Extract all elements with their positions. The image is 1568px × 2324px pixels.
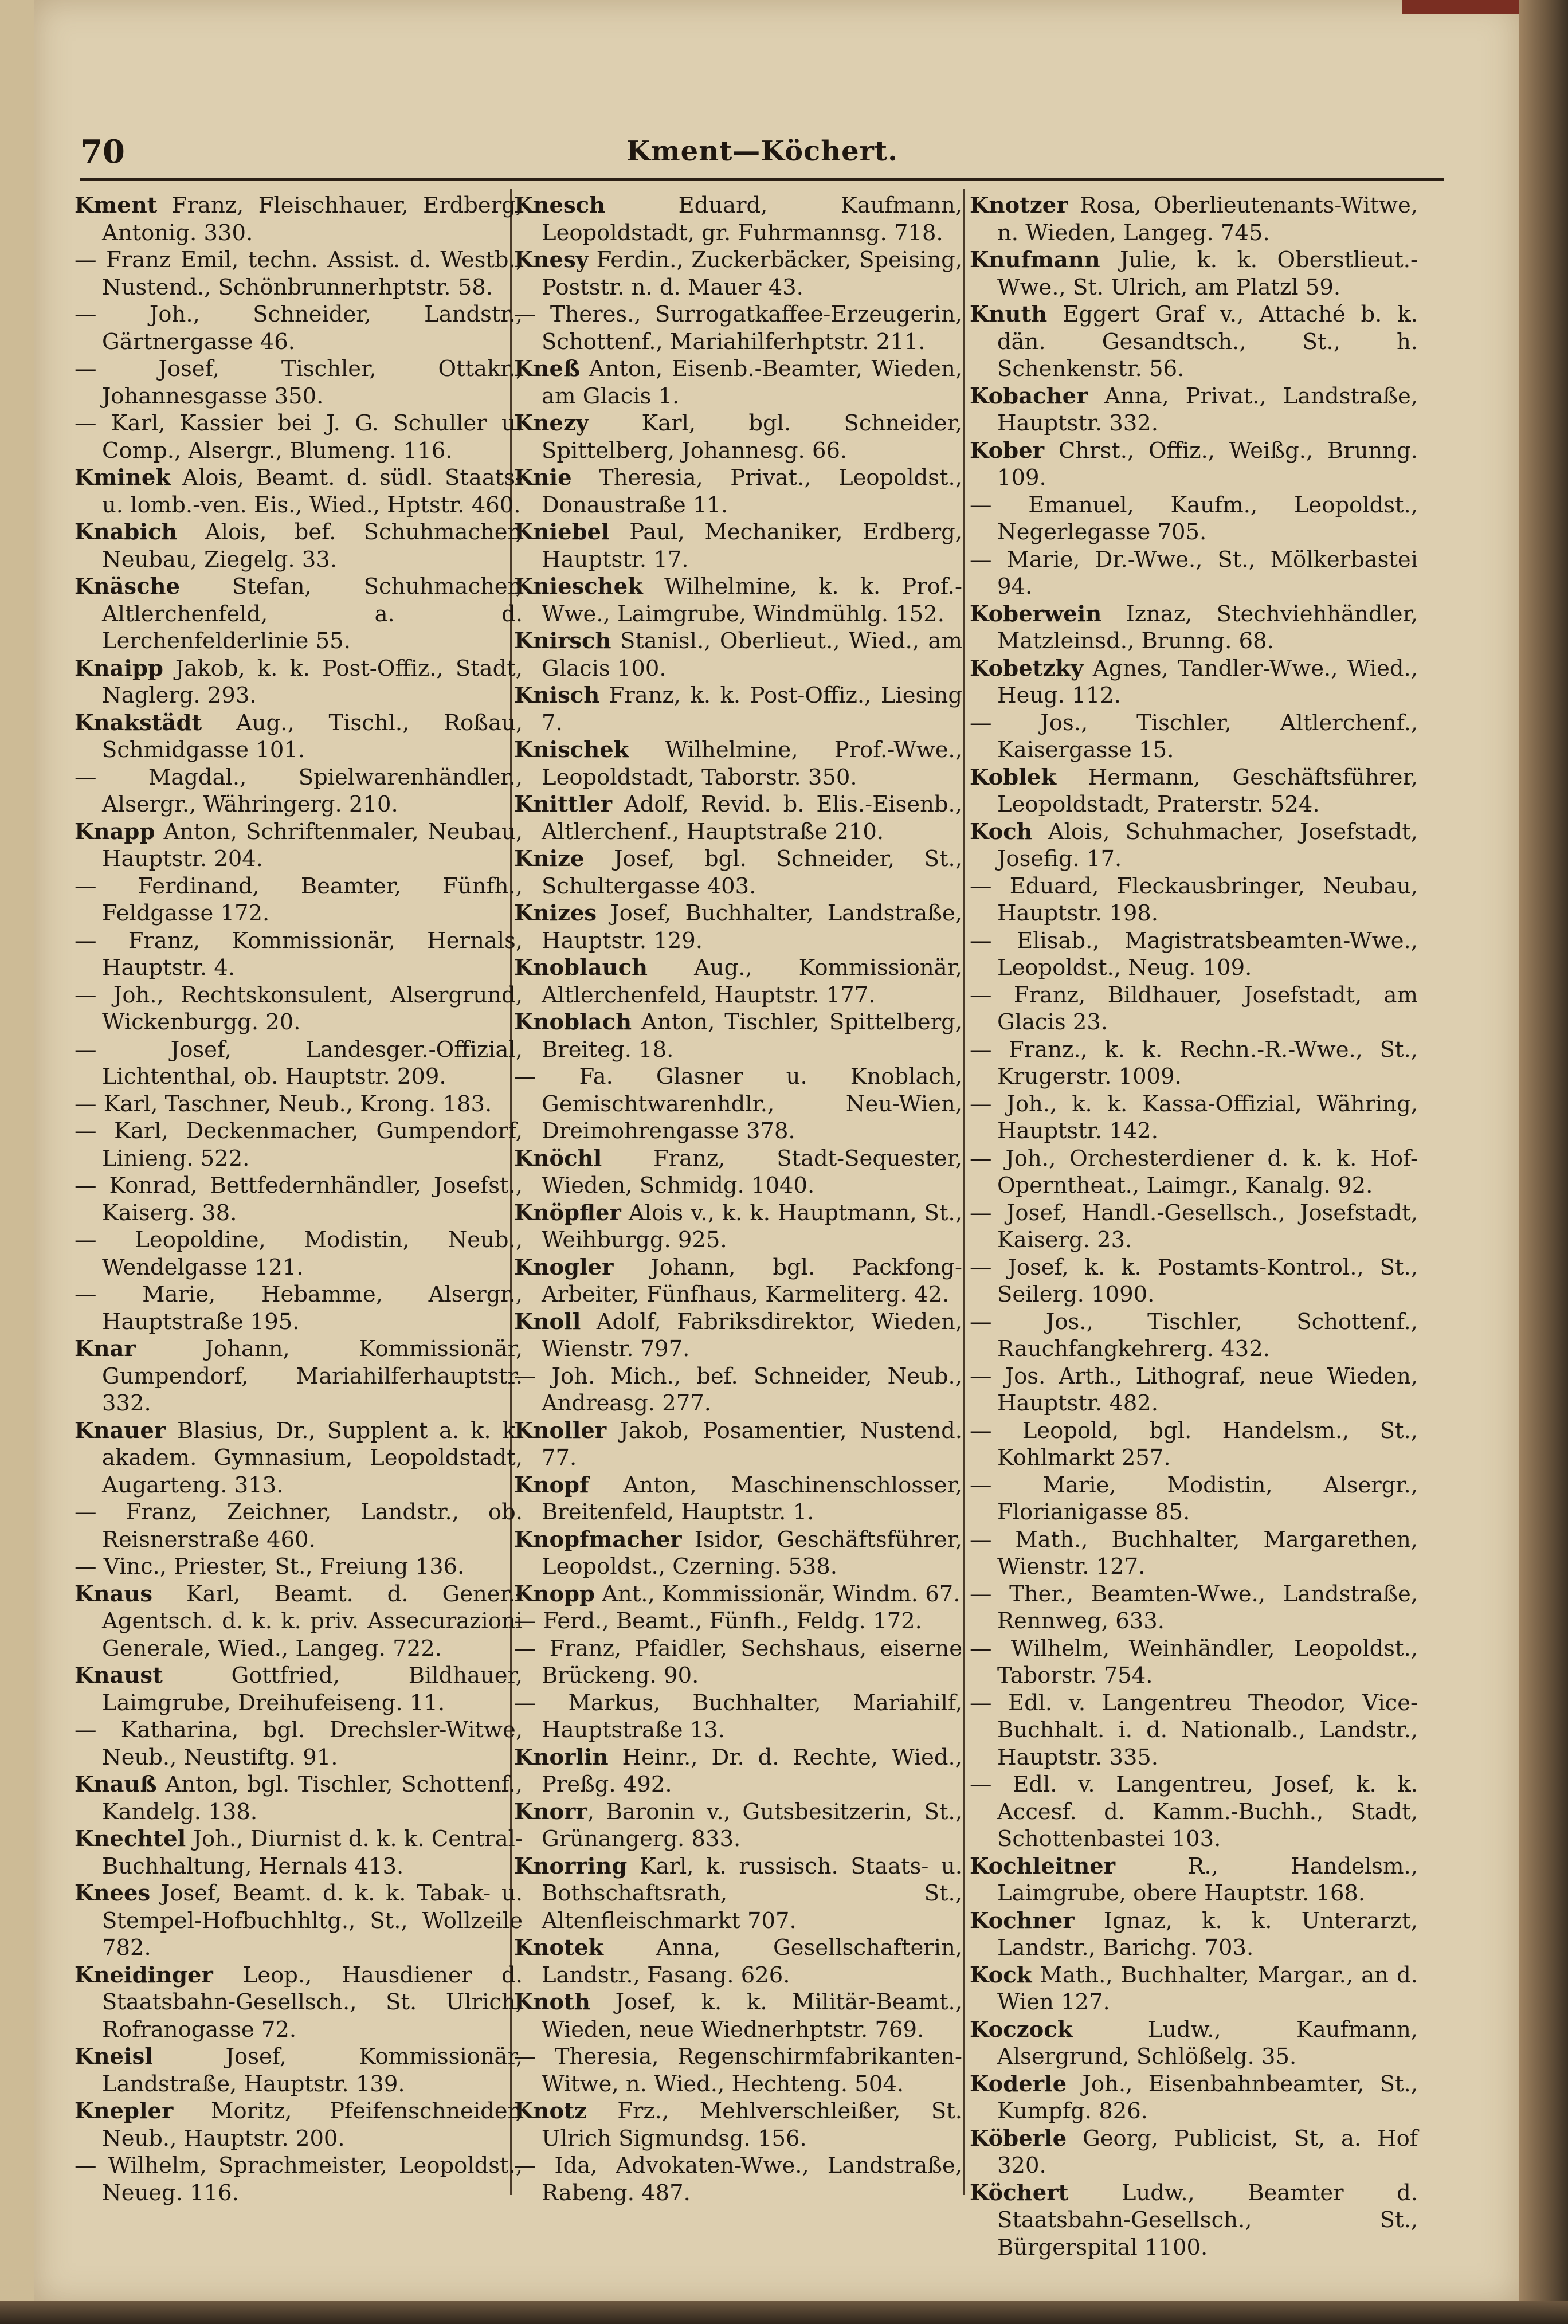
directory-entry [514,682,962,736]
directory-entry [75,1880,523,1962]
entry-surname: Knize [514,846,585,872]
book-spine-edge [1519,0,1568,2324]
directory-entry [970,1200,1418,1254]
entry-surname: Knechtel [75,1826,186,1852]
directory-entry [75,410,523,464]
entry-details: — Marie, Modistin, Alsergr., Florianigasse 85. [970,1472,1418,1525]
directory-entry [75,1662,523,1716]
entry-surname: Köchert [970,2180,1069,2206]
entry-surname: Knezy [514,410,589,436]
entry-surname: Knorring [514,1853,628,1879]
entry-surname: Knirsch [514,628,611,654]
directory-entry [970,192,1418,246]
entry-details: Gottfried, Bildhauer, Laimgrube, Dreihufeiseng. 11. [102,1663,523,1716]
directory-entry [970,1363,1418,1417]
entry-details: — Theresia, Regenschirmfabrikanten-Witwe, n. Wied., Hechteng. 504. [514,2044,962,2097]
entry-details: Stefan, Schuhmacher, Altlerchenfeld, a. d. Lerchenfelderlinie 55. [102,574,523,654]
entry-surname: Knopf [514,1472,589,1498]
running-head: Kment—Köchert. [626,135,898,167]
entry-details: Anton, Tischler, Spittelberg, Breiteg. 18. [542,1009,962,1063]
directory-entry [970,818,1418,873]
directory-entry [970,2180,1418,2262]
directory-entry [970,2125,1418,2180]
entry-details: Math., Buchhalter, Margar., an d. Wien 127. [997,1962,1418,2015]
entry-surname: Knabich [75,519,178,545]
directory-entry [970,1036,1418,1091]
entry-details: Anton, Eisenb.-Beamter, Wieden, am Glacis 1. [542,356,962,409]
directory-entry [75,1825,523,1880]
entry-details: — Jos., Tischler, Altlerchenf., Kaisergasse 15. [970,710,1418,763]
entry-surname: Koberwein [970,601,1102,627]
entry-details: Wilhelmine, Prof.-Wwe., Leopoldstadt, Taborstr. 350. [542,737,962,790]
entry-details: — Josef, Handl.-Gesellsch., Josefstadt, Kaiserg. 23. [970,1200,1418,1253]
directory-entry [75,1417,523,1499]
entry-details: — Markus, Buchhalter, Mariahilf, Hauptstraße 13. [514,1690,962,1743]
entry-surname: Knesch [514,193,606,218]
directory-entry [514,791,962,845]
entry-details: Julie, k. k. Oberstlieut.-Wwe., St. Ulrich, am Platzl 59. [997,247,1418,300]
column-divider [963,189,965,2195]
directory-entry [514,845,962,900]
entry-surname: Knapp [75,818,155,845]
entry-details: — Math., Buchhalter, Margarethen, Wienstr. 127. [970,1526,1418,1580]
entry-details: Hermann, Geschäftsführer, Leopoldstadt, Praterstr. 524. [997,764,1418,817]
directory-entry [514,954,962,1009]
entry-details: R., Handelsm., Laimgrube, obere Hauptstr. 168. [997,1853,1418,1906]
directory-entry [970,1308,1418,1363]
entry-details: Alois, Schuhmacher, Josefstadt, Josefig. 17. [997,818,1418,872]
entry-surname: Kober [970,437,1044,464]
entry-details: — Karl, Taschner, Neub., Krong. 183. [75,1091,492,1117]
entry-surname: Kniebel [514,519,610,545]
entry-surname: Knaipp [75,655,163,681]
column-1 [75,192,523,2207]
entry-details: — Wilhelm, Sprachmeister, Leopoldst., Neueg. 116. [75,2153,523,2206]
directory-entry [514,410,962,464]
entry-surname: Kobacher [970,383,1088,409]
entry-details: Josef, bgl. Schneider, St., Schultergasse 403. [542,846,962,899]
entry-details: — Edl. v. Langentreu, Josef, k. k. Accesf. d. Kamm.-Buchh., Stadt, Schottenbastei 103. [970,1772,1418,1852]
directory-entry [514,1635,962,1690]
entry-surname: Kochleitner [970,1853,1116,1879]
entry-details: — Ferdinand, Beamter, Fünfh., Feldgasse 172. [75,873,523,926]
directory-entry [514,900,962,954]
entry-surname: Knoth [514,1989,590,2015]
directory-entry [970,546,1418,601]
directory-entry [970,1771,1418,1853]
directory-entry [75,1118,523,1172]
entry-details: Anton, bgl. Tischler, Schottenf., Kandelg. 138. [102,1772,523,1825]
entry-surname: Koczock [970,2016,1073,2043]
entry-surname: Kobetzky [970,655,1084,681]
directory-entry [514,2152,962,2207]
entry-details: Leop., Hausdiener d. Staatsbahn-Gesellsch., St. Ulrich, Rofranogasse 72. [102,1962,523,2043]
entry-details: Joh., Eisenbahnbeamter, St., Kumpfg. 826. [997,2071,1418,2124]
entry-details: Isidor, Geschäftsführer, Leopoldst., Czerning. 538. [542,1526,962,1580]
bookmark-ribbon [1402,0,1534,14]
entry-details: Wilhelmine, k. k. Prof.-Wwe., Laimgrube, Windmühlg. 152. [542,574,962,627]
entry-surname: Kneß [514,356,581,382]
entry-details: Georg, Publicist, St, a. Hof 320. [997,2125,1418,2178]
directory-entry [970,1417,1418,1472]
entry-details: — Edl. v. Langentreu Theodor, Vice-Buchhalt. i. d. Nationalb., Landstr., Hauptstr. 335. [970,1690,1418,1770]
entry-surname: Knaus [75,1581,153,1607]
directory-entry [75,818,523,873]
entry-surname: Knoblach [514,1009,632,1035]
entry-details: Ludw., Beamter d. Staatsbahn-Gesellsch., St., Bürgerspital 1100. [997,2180,1418,2260]
entry-details: — Konrad, Bettfedernhändler, Josefst., Kaiserg. 38. [75,1173,523,1226]
directory-entry [514,1934,962,1989]
entry-surname: Knittler [514,791,613,817]
directory-entry [75,710,523,764]
directory-entry [514,2098,962,2152]
entry-surname: Knoller [514,1417,607,1444]
entry-surname: Knizes [514,900,597,926]
directory-entry [75,1962,523,2044]
directory-entry [75,301,523,355]
entry-details: Eggert Graf v., Attaché b. k. dän. Gesandtsch., St., h. Schenkenstr. 56. [997,301,1418,382]
entry-details: — Franz., k. k. Rechn.-R.-Wwe., St., Krugerstr. 1009. [970,1036,1418,1090]
entry-surname: Knees [75,1880,151,1906]
entry-details: — Theres., Surrogatkaffee-Erzeugerin, Schottenf., Mariahilferhptstr. 211. [514,301,962,355]
entry-details: Adolf, Revid. b. Elis.-Eisenb., Altlerchenf., Hauptstraße 210. [542,791,962,845]
directory-entry [75,192,523,246]
directory-entry [970,1853,1418,1907]
entry-details: — Elisab., Magistratsbeamten-Wwe., Leopoldst., Neug. 109. [970,927,1418,981]
entry-surname: Knufmann [970,247,1100,273]
entry-surname: Knuth [970,301,1048,327]
directory-entry [970,1690,1418,1772]
entry-details: Alois, Beamt. d. südl. Staats- u. lomb.-ven. Eis., Wied., Hptstr. 460. [102,465,523,518]
directory-entry [75,927,523,982]
entry-surname: Kneidinger [75,1962,213,1988]
entry-surname: Knauer [75,1417,166,1444]
entry-details: Blasius, Dr., Supplent a. k. k. akadem. Gymnasium, Leopoldstadt, Augarteng. 313. [102,1417,523,1498]
directory-entry [514,1581,962,1608]
entry-surname: Koch [970,818,1033,845]
entry-surname: Kminek [75,465,171,491]
page-number: 70 [80,133,125,171]
directory-entry [970,1526,1418,1581]
entry-details: Franz, Stadt-Sequester, Wieden, Schmidg. 1040. [542,1145,962,1198]
directory-entry [75,1281,523,1335]
entry-details: Franz, Fleischhauer, Erdberg, Antonig. 330. [102,193,523,246]
directory-entry [75,1716,523,1771]
entry-details: , Baronin v., Gutsbesitzerin, St., Grünangerg. 833. [542,1798,962,1852]
entry-details: Ant., Kommissionär, Windm. 67. [594,1581,961,1607]
entry-surname: Knäsche [75,574,181,599]
directory-entry [970,383,1418,437]
entry-surname: Knesy [514,247,589,273]
entry-details: — Magdal., Spielwarenhändler., Alsergr., Währingerg. 210. [75,764,523,817]
directory-entry [75,1226,523,1281]
directory-entry [970,1581,1418,1635]
entry-details: — Franz Emil, techn. Assist. d. Westb., Nustend., Schönbrunnerhptstr. 58. [75,247,523,300]
directory-entry [970,437,1418,492]
entry-details: — Franz, Pfaidler, Sechshaus, eiserne Brückeng. 90. [514,1635,962,1688]
directory-entry [514,1690,962,1744]
entry-details: — Franz, Kommissionär, Hernals, Hauptstr. 4. [75,927,523,981]
entry-surname: Knotz [514,2098,587,2124]
entry-details: Adolf, Fabriksdirektor, Wieden, Wienstr. 797. [542,1308,962,1362]
entry-surname: Knoblauch [514,955,648,981]
directory-entry [514,628,962,682]
directory-entry [970,655,1418,710]
entry-surname: Kneisl [75,2044,153,2070]
entry-surname: Knotzer [970,193,1068,218]
entry-details: Agnes, Tandler-Wwe., Wied., Heug. 112. [997,655,1418,708]
column-2 [514,192,962,2207]
entry-details: Karl, k. russisch. Staats- u. Bothschaftsrath, St., Altenfleischmarkt 707. [542,1853,962,1934]
entry-details: — Leopold, bgl. Handelsm., St., Kohlmarkt 257. [970,1417,1418,1471]
page-bottom-edge [0,2301,1568,2324]
directory-entry [514,1308,962,1363]
directory-entry [75,1091,523,1118]
entry-details: — Vinc., Priester, St., Freiung 136. [75,1554,465,1580]
entry-details: — Wilhelm, Weinhändler, Leopoldst., Taborstr. 754. [970,1635,1418,1688]
entry-details: Paul, Mechaniker, Erdberg, Hauptstr. 17. [542,519,962,573]
directory-entry [970,927,1418,982]
entry-surname: Knar [75,1336,136,1362]
entry-details: — Jos., Tischler, Schottenf., Rauchfangkehrerg. 432. [970,1308,1418,1362]
directory-entry [75,519,523,573]
directory-entry [514,573,962,628]
directory-entry [970,1472,1418,1526]
entry-surname: Kment [75,193,158,218]
directory-entry [75,655,523,710]
directory-entry [75,2043,523,2098]
directory-entry [514,355,962,410]
entry-details: — Marie, Hebamme, Alsergr., Hauptstraße 195. [75,1281,523,1335]
directory-entry [970,764,1418,818]
entry-details: Alois, bef. Schuhmacher, Neubau, Ziegelg. 33. [102,519,523,573]
directory-entry [514,1798,962,1853]
entry-details: Frz., Mehlverschleißer, St. Ulrich Sigmundsg. 156. [542,2098,962,2151]
directory-entry [514,301,962,355]
entry-details: Rosa, Oberlieutenants-Witwe, n. Wieden, Langeg. 745. [997,193,1418,246]
entry-details: Josef, Buchhalter, Landstraße, Hauptstr. 129. [542,900,962,954]
entry-details: Josef, Beamt. d. k. k. Tabak- u. Stempel-Hofbuchhltg., St., Wollzeile 782. [102,1880,523,1961]
entry-details: — Franz, Bildhauer, Josefstadt, am Glacis 23. [970,982,1418,1035]
directory-entry [75,246,523,301]
entry-details: Johann, bgl. Packfong-Arbeiter, Fünfhaus, Karmeliterg. 42. [542,1254,962,1307]
directory-entry [514,1009,962,1063]
entry-surname: Knöchl [514,1145,602,1171]
entry-details: Ludw., Kaufmann, Alsergrund, Schlößelg. 35. [997,2016,1418,2070]
directory-entry [514,1526,962,1581]
entry-details: — Ther., Beamten-Wwe., Landstraße, Rennweg, 633. [970,1581,1418,1634]
entry-surname: Knepler [75,2098,174,2124]
directory-entry [75,355,523,410]
directory-entry [970,601,1418,655]
directory-entry [514,1989,962,2043]
entry-surname: Kochner [970,1907,1075,1934]
entry-details: Heinr., Dr. d. Rechte, Wied., Preßg. 492. [542,1744,962,1797]
entry-details: Anton, Maschinenschlosser, Breitenfeld, Hauptstr. 1. [542,1472,962,1525]
entry-details: — Karl, Kassier bei J. G. Schuller u. Comp., Alsergr., Blumeng. 116. [75,410,523,464]
entry-details: — Joh., Rechtskonsulent, Alsergrund, Wickenburgg. 20. [75,982,523,1035]
directory-entry [75,573,523,655]
directory-entry [970,2016,1418,2071]
entry-surname: Knie [514,465,572,491]
entry-details: Eduard, Kaufmann, Leopoldstadt, gr. Fuhrmannsg. 718. [542,193,962,246]
directory-entry [970,492,1418,546]
entry-details: Jakob, Posamentier, Nustend. 77. [542,1417,962,1471]
entry-surname: Koblek [970,764,1057,790]
directory-entry [75,1335,523,1417]
directory-entry [970,1635,1418,1690]
entry-details: — Katharina, bgl. Drechsler-Witwe, Neub., Neustiftg. 91. [75,1717,523,1770]
entry-surname: Knauß [75,1772,157,1797]
directory-entry [514,1472,962,1526]
directory-entry [75,1771,523,1825]
entry-surname: Knorr [514,1798,587,1825]
directory-entry [514,1145,962,1200]
entry-details: Franz, k. k. Post-Offiz., Liesing 7. [542,683,962,736]
entry-surname: Koderle [970,2071,1067,2097]
entry-surname: Kock [970,1962,1032,1988]
entry-surname: Knopfmacher [514,1526,682,1553]
entry-surname: Knogler [514,1254,614,1280]
entry-details: — Leopoldine, Modistin, Neub., Wendelgasse 121. [75,1227,523,1280]
entry-details: — Karl, Deckenmacher, Gumpendorf, Linieng. 522. [75,1118,523,1171]
entry-details: Theresia, Privat., Leopoldst., Donaustraße 11. [542,465,962,518]
directory-entry [514,246,962,301]
directory-entry [75,1581,523,1663]
directory-entry [75,464,523,519]
directory-entry [970,1907,1418,1962]
directory-entry [970,1254,1418,1308]
directory-entry [514,1853,962,1935]
directory-entry [75,2098,523,2152]
directory-entry [75,1553,523,1581]
directory-entry [514,2043,962,2098]
entry-details: — Ferd., Beamt., Fünfh., Feldg. 172. [514,1608,922,1634]
entry-details: — Fa. Glasner u. Knoblach, Gemischtwarenhdlr., Neu-Wien, Dreimohrengasse 378. [514,1064,962,1144]
column-3 [970,192,1418,2261]
entry-details: Stanisl., Oberlieut., Wied., am Glacis 100. [542,628,962,681]
entry-details: — Josef, Tischler, Ottakr., Johannesgasse 350. [75,356,523,409]
entry-surname: Knisch [514,683,600,708]
directory-entry [970,873,1418,927]
directory-entry [75,873,523,927]
directory-entry [514,1417,962,1472]
entry-details: Joh., Diurnist d. k. k. Central-Buchhaltung, Hernals 413. [102,1826,523,1879]
entry-details: — Joh., Schneider, Landstr., Gärtnergasse 46. [75,301,523,355]
entry-details: Iznaz, Stechviehhändler, Matzleinsd., Brunng. 68. [997,601,1418,654]
directory-entry [75,1172,523,1226]
entry-details: — Marie, Dr.-Wwe., St., Mölkerbastei 94. [970,546,1418,599]
directory-entry [514,1363,962,1417]
directory-entry [970,1962,1418,2016]
entry-details: Ignaz, k. k. Unterarzt, Landstr., Barichg. 703. [997,1907,1418,1961]
directory-entry [970,1091,1418,1145]
entry-surname: Knieschek [514,574,643,599]
entry-details: — Ida, Advokaten-Wwe., Landstraße, Rabeng. 487. [514,2153,962,2206]
entry-details: Anton, Schriftenmaler, Neubau, Hauptstr. 204. [102,818,523,872]
directory-entry [75,764,523,818]
directory-entry [75,1499,523,1553]
entry-surname: Köberle [970,2125,1067,2151]
entry-surname: Knopp [514,1581,595,1607]
entry-details: — Joh., k. k. Kassa-Offizial, Währing, Hauptstr. 142. [970,1091,1418,1144]
directory-entry [514,464,962,519]
entry-surname: Knaust [75,1663,163,1688]
entry-details: — Joh. Mich., bef. Schneider, Neub., Andreasg. 277. [514,1363,962,1416]
directory-entry [970,2071,1418,2125]
directory-entry [514,1744,962,1798]
entry-details: Aug., Tischl., Roßau, Schmidgasse 101. [102,710,523,763]
directory-entry [75,1036,523,1091]
directory-entry [970,982,1418,1036]
directory-entry [514,1200,962,1254]
entry-details: — Franz, Zeichner, Landstr., ob. Reisnerstraße 460. [75,1499,523,1553]
entry-surname: Knotek [514,1935,604,1961]
directory-entry [514,1063,962,1145]
entry-details: Karl, bgl. Schneider, Spittelberg, Johannesg. 66. [542,410,962,464]
entry-details: — Joh., Orchesterdiener d. k. k. Hof-Operntheat., Laimgr., Kanalg. 92. [970,1145,1418,1198]
entry-details: Johann, Kommissionär, Gumpendorf, Mariahilferhauptstr. 332. [102,1336,523,1416]
entry-details: — Jos. Arth., Lithograf, neue Wieden, Hauptstr. 482. [970,1363,1418,1416]
directory-entry [970,246,1418,301]
directory-entry [514,736,962,791]
entry-details: Anna, Gesellschafterin, Landstr., Fasang. 626. [542,1935,962,1988]
directory-entry [970,301,1418,383]
header-rule [80,178,1444,181]
entry-surname: Knöpfler [514,1200,621,1226]
directory-entry [75,2152,523,2207]
directory-entry [514,1254,962,1308]
entry-surname: Knakstädt [75,710,202,736]
entry-details: — Josef, k. k. Postamts-Kontrol., St., Seilerg. 1090. [970,1254,1418,1307]
directory-entry [970,1145,1418,1200]
directory-entry [514,1608,962,1635]
entry-details: Aug., Kommissionär, Altlerchenfeld, Hauptstr. 177. [542,955,962,1008]
directory-entry [75,982,523,1036]
entry-details: Jakob, k. k. Post-Offiz., Stadt, Naglerg. 293. [102,655,523,708]
page-header [80,133,1444,177]
entry-details: Ferdin., Zuckerbäcker, Speising, Poststr. n. d. Mauer 43. [542,247,962,300]
entry-details: Anna, Privat., Landstraße, Hauptstr. 332. [997,383,1418,436]
entry-details: — Emanuel, Kaufm., Leopoldst., Negerlegasse 705. [970,492,1418,545]
entry-details: Chrst., Offiz., Weißg., Brunng. 109. [997,437,1418,491]
entry-surname: Knorlin [514,1744,609,1770]
directory-entry [514,192,962,246]
entry-surname: Knoll [514,1308,581,1335]
entry-details: Alois v., k. k. Hauptmann, St., Weihburgg. 925. [542,1200,962,1253]
entry-details: — Eduard, Fleckausbringer, Neubau, Hauptstr. 198. [970,873,1418,926]
directory-entry [970,710,1418,764]
entry-details: Moritz, Pfeifenschneider, Neub., Hauptstr. 200. [102,2098,523,2151]
entry-details: — Josef, Landesger.-Offizial, Lichtenthal, ob. Hauptstr. 209. [75,1036,523,1090]
directory-entry [514,519,962,573]
entry-details: Josef, Kommissionär, Landstraße, Hauptstr. 139. [102,2044,523,2097]
entry-details: Karl, Beamt. d. Gener.-Agentsch. d. k. k. priv. Assecurazioni Generale, Wied., Langeg. 722. [102,1581,523,1661]
entry-surname: Knischek [514,737,629,763]
entry-details: Josef, k. k. Militär-Beamt., Wieden, neue Wiednerhptstr. 769. [542,1989,962,2043]
